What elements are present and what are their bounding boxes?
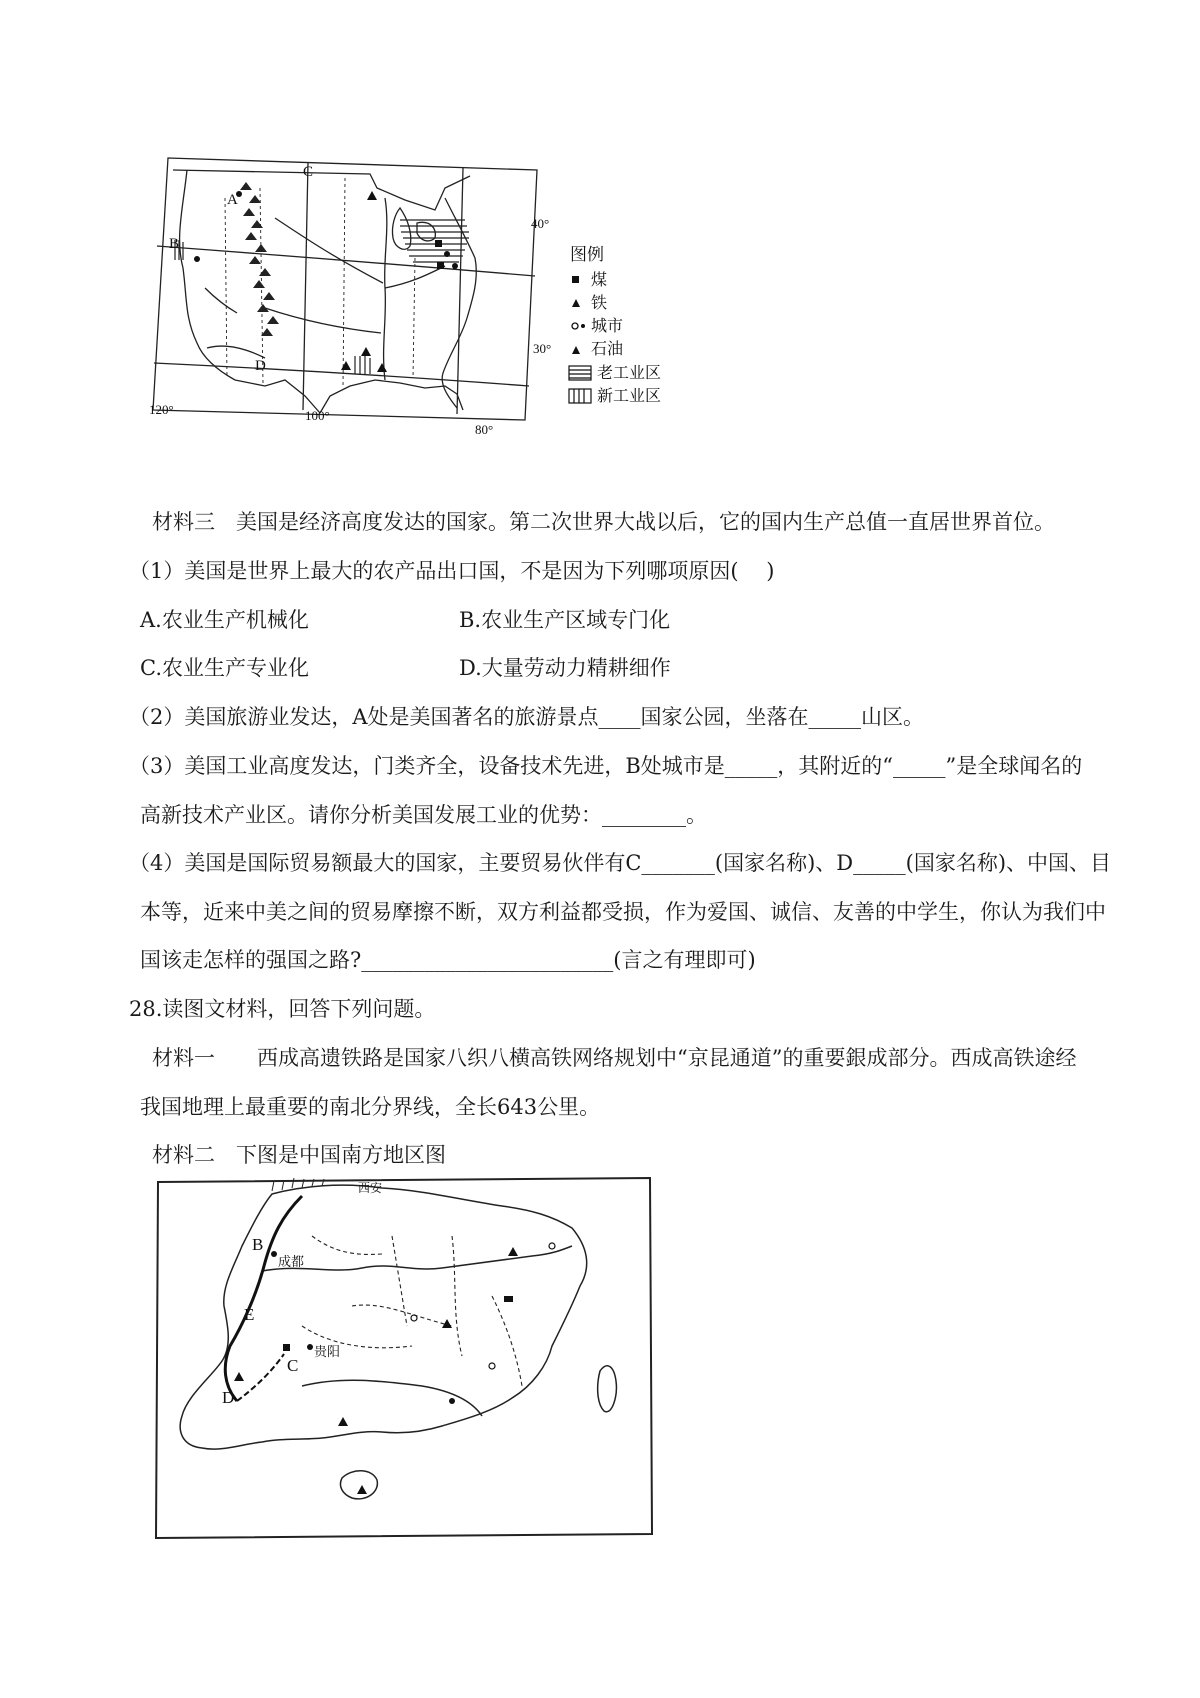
canada-border xyxy=(173,170,470,210)
label-C-cn: C xyxy=(287,1356,299,1375)
q1-option-d: D.大量劳动力精耕细作 xyxy=(459,656,671,680)
q3-line1: （3）美国工业高度发达，门类齐全，设备技术先进，B处城市是_____，其附近的“_____”是全球闻名的 xyxy=(129,754,1083,778)
lon-100-label: 100° xyxy=(305,408,330,423)
q28-title: 28.读图文材料，回答下列问题。 xyxy=(129,997,436,1021)
us-industry-map xyxy=(145,148,745,473)
material3-text: 材料三 美国是经济高度发达的国家。第二次世界大战以后，它的国内生产总值一直居世界首位。 xyxy=(152,510,1055,534)
graticule-30 xyxy=(154,363,529,386)
lat-40-label: 40° xyxy=(531,216,550,231)
label-B-cn: B xyxy=(252,1235,264,1254)
coal-symbol xyxy=(504,1296,513,1302)
mineral-symbol xyxy=(357,1485,367,1494)
us-map-legend xyxy=(569,245,661,405)
coal-symbol xyxy=(435,240,442,247)
railway-to-guiyang xyxy=(237,1354,284,1401)
oil-symbol xyxy=(341,361,351,370)
q1-stem: （1）美国是世界上最大的农产品出口国，不是因为下列哪项原因( ) xyxy=(129,559,775,583)
material2-text: 材料二 下图是中国南方地区图 xyxy=(152,1143,446,1167)
label-D-cn: D xyxy=(222,1388,235,1407)
oil-symbol xyxy=(377,363,387,372)
mineral-symbol xyxy=(508,1247,518,1256)
label-A: A xyxy=(227,192,238,208)
label-D: D xyxy=(255,358,266,374)
graticule-40 xyxy=(157,246,535,276)
q1-option-c: C.农业生产专业化 xyxy=(140,656,309,680)
q4-line2: 本等，近来中美之间的贸易摩擦不断，双方利益都受损，作为爱国、诚信、友善的中学生，你认为我们中 xyxy=(140,900,1106,924)
city-legend-icon xyxy=(572,323,578,329)
material1-line2: 我国地理上最重要的南北分界线，全长643公里。 xyxy=(140,1095,601,1119)
south-china-map xyxy=(152,1176,657,1541)
oil-symbol xyxy=(361,347,371,356)
mississippi xyxy=(384,198,387,380)
old-industrial-legend-icon xyxy=(569,366,591,380)
legend-title: 图例 xyxy=(570,245,604,265)
hainan-island xyxy=(340,1471,377,1499)
q3-line2: 高新技术产业区。请你分析美国发展工业的优势：________。 xyxy=(140,803,707,827)
legend-new-industrial: 新工业区 xyxy=(597,386,662,405)
q4-line1: （4）美国是国际贸易额最大的国家，主要贸易伙伴有C_______(国家名称)、D_____(国家名称)、中国、目 xyxy=(129,851,1112,875)
legend-old-industrial: 老工业区 xyxy=(597,363,662,382)
lat-30-label: 30° xyxy=(533,341,552,356)
coal-legend-icon xyxy=(572,276,579,283)
iron-legend-icon xyxy=(572,299,580,307)
us-map-figure xyxy=(145,148,745,473)
label-E-cn: E xyxy=(244,1305,255,1324)
city-symbol xyxy=(449,1398,455,1404)
cn-map-figure xyxy=(152,1176,657,1541)
legend-oil: 石油 xyxy=(591,339,624,358)
city-symbol xyxy=(307,1344,313,1350)
rocky-mountains xyxy=(240,182,279,336)
label-B: B xyxy=(169,236,180,252)
city-symbol xyxy=(444,251,450,257)
city-symbol xyxy=(549,1243,555,1249)
new-industrial-legend-icon xyxy=(569,389,591,403)
q4-line3: 国该走怎样的强国之路?________________________(言之有理即可) xyxy=(140,948,756,972)
oil-legend-icon xyxy=(572,346,580,354)
city-symbol xyxy=(411,1315,417,1321)
q2-text: （2）美国旅游业发达，A处是美国著名的旅游景点____国家公园，坐落在_____山区。 xyxy=(129,705,925,729)
yangtze-river xyxy=(262,1246,572,1271)
label-xian: 西安 xyxy=(358,1181,383,1195)
label-C: C xyxy=(303,164,314,180)
legend-iron: 铁 xyxy=(591,293,608,312)
lon-80-label: 80° xyxy=(475,422,494,437)
legend-city: 城市 xyxy=(591,316,624,335)
mineral-symbol xyxy=(338,1417,348,1426)
q1-option-b: B.农业生产区域专门化 xyxy=(459,608,671,632)
material1-line1: 材料一 西成高遗铁路是国家八织八横高铁网络规划中“京昆通道”的重要銀成部分。西成高铁途经 xyxy=(152,1046,1077,1070)
q1-option-a: A.农业生产机械化 xyxy=(140,608,309,632)
label-guiyang: 贵阳 xyxy=(314,1345,341,1360)
taiwan-island xyxy=(598,1366,617,1412)
cn-map-frame xyxy=(156,1178,652,1538)
city-symbol xyxy=(489,1363,495,1369)
city-symbol xyxy=(271,1251,277,1257)
mineral-symbol xyxy=(234,1372,244,1381)
iron-symbol xyxy=(367,191,377,200)
legend-coal: 煤 xyxy=(591,270,608,289)
south-region-outline xyxy=(180,1185,587,1449)
coal-symbol xyxy=(437,262,444,269)
city-symbol xyxy=(194,256,200,262)
lon-120-label: 120° xyxy=(149,402,174,417)
coal-symbol xyxy=(283,1344,290,1351)
gulf-coast xyxy=(235,380,463,413)
label-chengdu: 成都 xyxy=(278,1255,305,1270)
city-symbol xyxy=(452,263,458,269)
